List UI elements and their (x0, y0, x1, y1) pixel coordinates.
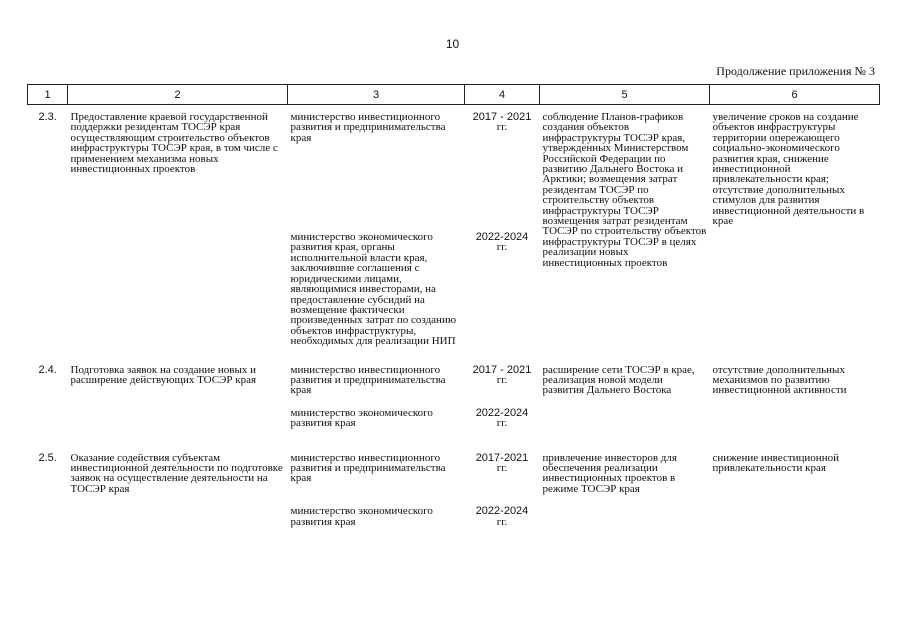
period-suffix: гг. (496, 461, 508, 474)
outcome-text: расширение сети ТОСЭР в крае, реализация новой модели развития Дальнего Востока (542, 363, 695, 397)
period-suffix: гг. (496, 417, 508, 430)
measure-text: Оказание содействия субъектам инвестиционной деятельности по подготовке заявок на осуществление деятельности на ТОСЭР края (70, 451, 283, 495)
period-years: 2017-2021 (475, 451, 529, 464)
column-header-executor: 3 (288, 85, 465, 105)
header-row (28, 85, 880, 105)
period-years: 2022-2024 (475, 505, 529, 518)
measure-text: Подготовка заявок на создание новых и расширение действующих ТОСЭР края (70, 363, 257, 386)
period-years: 2022-2024 (475, 231, 529, 244)
row-number: 2.5. (38, 451, 57, 464)
executor-text: министерство инвестиционного развития и предпринимательства края (290, 111, 446, 144)
column-header-outcome: 5 (540, 85, 710, 105)
measure-text: Предоставление краевой государственной поддержки резидентам ТОСЭР края осуществляющим строительство объектов инфраструктуры ТОСЭР края, в том числе с применением механизма новых инвестиционных проектов (70, 111, 278, 176)
consequences-text: увеличение сроков на создание объектов инфраструктуры территории опережающего социально-экономического развития края, снижение инвестиционной привлекательности края; отсутствие дополнительных стимулов для развития инвестиционной деятельности в крае (712, 111, 865, 228)
period-suffix: гг. (496, 241, 508, 254)
period-suffix: гг. (496, 121, 508, 134)
consequences-text: снижение инвестиционной привлекательности края (712, 451, 839, 474)
period-years: 2022-2024 (475, 406, 529, 419)
column-header-number: 1 (28, 85, 68, 105)
executor-text: министерство экономического развития края, органы исполнительной власти края, заключившие соглашения с юридическими лицами, являющимися инвесторами, на предоставление субсидий на возмещение фактически произведенных затрат по созданию объектов инфраструктуры, необходимых для реализации НИП (290, 231, 457, 348)
period-cell (465, 433, 540, 495)
column-header-period: 4 (465, 85, 540, 105)
table-row (28, 351, 880, 396)
measures-table (27, 84, 880, 527)
outcome-text: возмещения затрат резидентам ТОСЭР по строительству объектов инфраструктуры ТОСЭР в целях реализации новых инвестиционных проектов (542, 215, 707, 269)
outcome-text (540, 396, 710, 429)
executor-text: министерство экономического развития края (290, 406, 433, 430)
column-header-measure: 2 (68, 85, 288, 105)
outcome-text: привлечение инвесторов для обеспечения реализации инвестиционных проектов в режиме ТОСЭР края (542, 451, 677, 495)
period-cell (465, 216, 540, 346)
column-header-consequences: 6 (710, 85, 880, 105)
period-years: 2017 - 2021 (472, 363, 532, 376)
row-number: 2.3. (38, 111, 57, 123)
executor-text: министерство инвестиционного развития и предпринимательства края (290, 363, 446, 397)
outcome-text (540, 494, 710, 527)
table-row (28, 433, 880, 495)
appendix-continuation: Продолжение приложения № 3 (716, 64, 875, 78)
table-row (28, 105, 880, 217)
period-cell (465, 494, 540, 527)
row-number: 2.4. (38, 363, 57, 376)
period-cell (465, 351, 540, 396)
page-number: 10 (445, 37, 460, 51)
period-years: 2017 - 2021 (472, 111, 532, 123)
consequences-text: отсутствие дополнительных механизмов по развитию инвестиционной активности (712, 363, 847, 397)
period-cell (465, 105, 540, 217)
executor-text: министерство инвестиционного развития и предпринимательства края (290, 451, 446, 485)
outcome-text: соблюдение Планов-графиков создания объектов инфраструктуры ТОСЭР края, утвержденных Министерством Российской Федерации по развитию Дальнего Востока и Арктики; возмещения затрат резидентам ТОСЭР по строительству объектов инфраструктуры ТОСЭР (542, 111, 689, 217)
period-suffix: гг. (496, 373, 508, 386)
period-suffix: гг. (496, 515, 508, 528)
executor-text: министерство экономического развития края (290, 505, 433, 528)
period-cell (465, 396, 540, 429)
